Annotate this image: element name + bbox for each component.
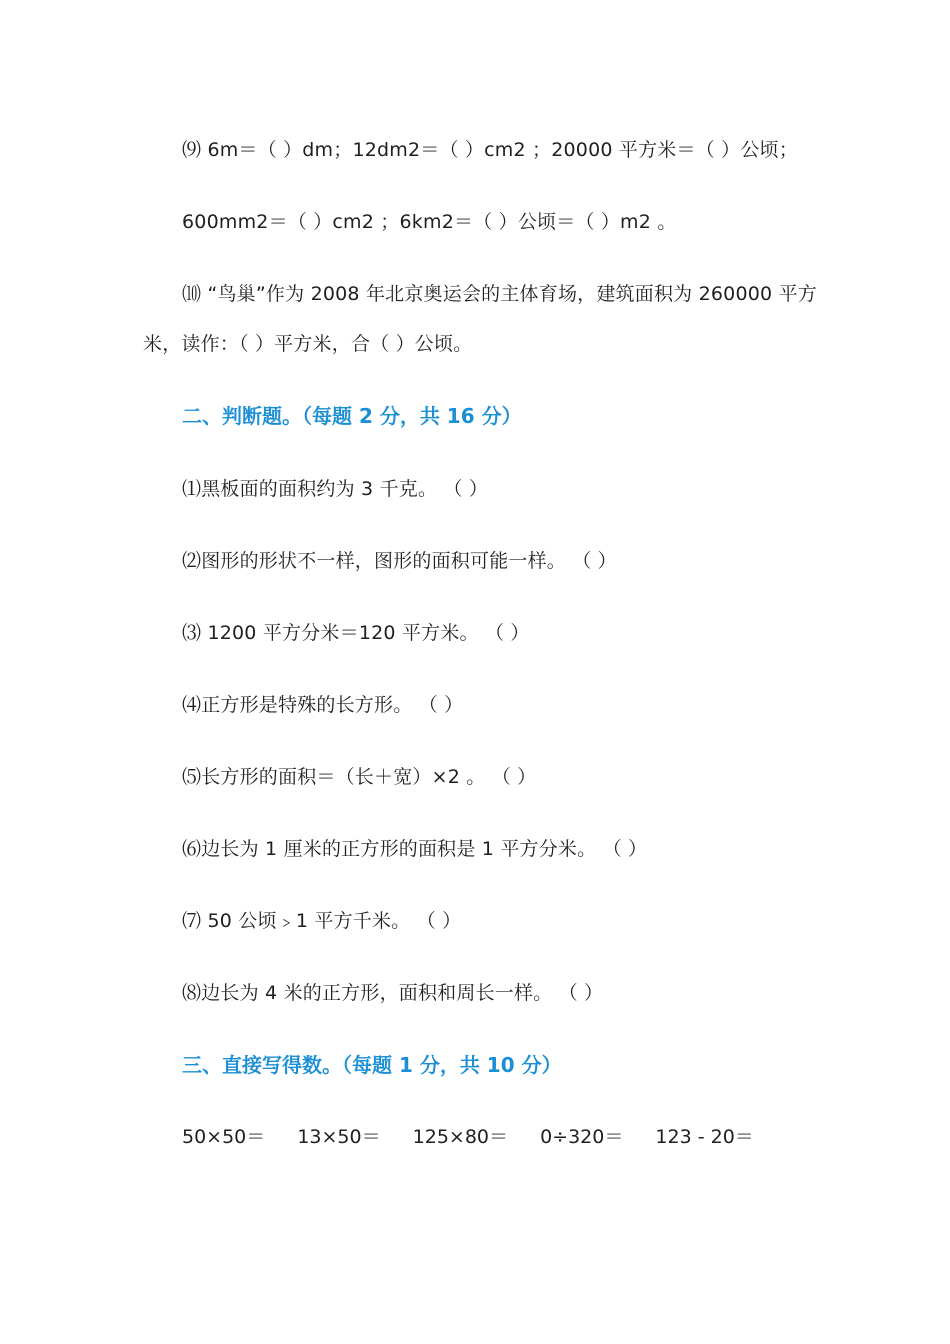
calc-item-5: 123 - 20＝ — [655, 1126, 754, 1148]
question-10-line-2: 米，读作：（ ）平方米，合（ ）公顷。 — [143, 333, 473, 355]
section-3-heading: 三、直接写得数。（每题 1 分，共 10 分） — [182, 1053, 562, 1077]
calc-item-1: 50×50＝ — [182, 1126, 266, 1148]
judge-item-8: ⑻边长为 4 米的正方形，面积和周长一样。 （ ） — [182, 982, 604, 1004]
section-2-heading: 二、判断题。（每题 2 分，共 16 分） — [182, 404, 522, 428]
judge-item-1: ⑴黑板面的面积约为 3 千克。 （ ） — [182, 478, 489, 500]
question-9-line-1: ⑼ 6m＝（ ）dm；12dm2＝（ ）cm2 ；20000 平方米＝（ ）公顷； — [182, 139, 798, 161]
calc-item-4: 0÷320＝ — [540, 1126, 624, 1148]
question-9-line-2: 600mm2＝（ ）cm2 ；6km2＝（ ）公顷＝（ ）m2 。 — [182, 211, 677, 233]
question-10-line-1: ⑽ “鸟巢”作为 2008 年北京奥运会的主体育场，建筑面积为 260000 平方 — [182, 283, 817, 305]
judge-item-5: ⑸长方形的面积＝（长＋宽）×2 。 （ ） — [182, 766, 537, 788]
judge-item-2: ⑵图形的形状不一样，图形的面积可能一样。 （ ） — [182, 550, 617, 572]
calc-item-2: 13×50＝ — [297, 1126, 381, 1148]
judge-item-3: ⑶ 1200 平方分米＝120 平方米。 （ ） — [182, 622, 530, 644]
judge-item-6: ⑹边长为 1 厘米的正方形的面积是 1 平方分米。 （ ） — [182, 838, 648, 860]
calc-row — [182, 1124, 780, 1150]
judge-item-4: ⑷正方形是特殊的长方形。 （ ） — [182, 694, 464, 716]
judge-item-7: ⑺ 50 公顷﹥1 平方千米。 （ ） — [182, 910, 462, 932]
calc-item-3: 125×80＝ — [412, 1126, 509, 1148]
